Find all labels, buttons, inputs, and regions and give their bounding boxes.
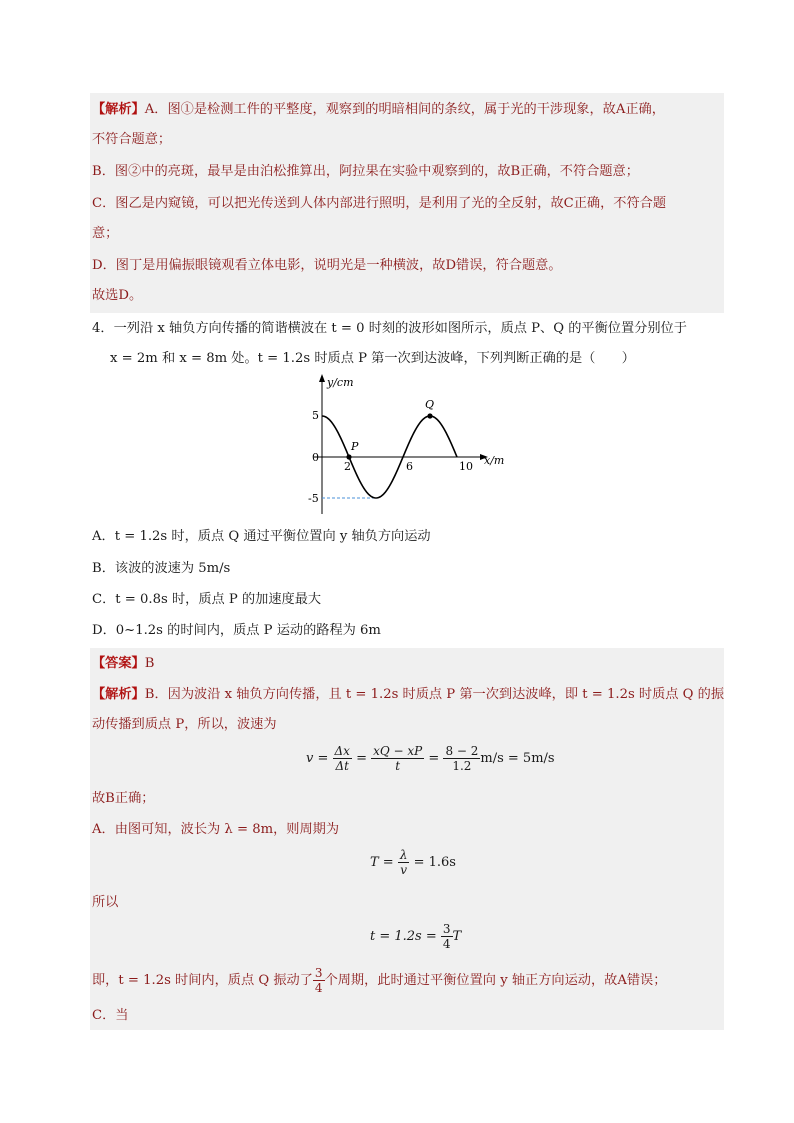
- analysis-line: 故B正确；: [92, 791, 155, 806]
- analysis-tag: 【解析】: [92, 687, 145, 702]
- eq-tail: m/s = 5m/s: [480, 751, 555, 766]
- analysis-line: C．当: [92, 1008, 129, 1023]
- option-c: C．t = 0.8s 时，质点 P 的加速度最大: [92, 592, 322, 607]
- answer-tag: 【答案】: [92, 656, 145, 671]
- analysis-line: 故选D。: [92, 288, 143, 303]
- analysis-line: B．因为波沿 x 轴负方向传播，且 t = 1.2s 时质点 P 第一次到达波峰，即 t = 1.2s 时质点 Q 的振: [144, 687, 725, 702]
- label-q: Q: [425, 398, 435, 411]
- eq-left: t = 1.2s =: [370, 929, 437, 944]
- analysis-tag: 【解析】: [92, 102, 145, 117]
- fraction: $\frac{8 - 2}{1.2}$: [445, 744, 479, 773]
- fraction: $\frac{\Delta x}{\Delta t}$: [334, 744, 350, 773]
- analysis-line: C．图乙是内窥镜，可以把光传送到人体内部进行照明，是利用了光的全反射，故C正确，不符合题: [92, 196, 667, 211]
- answer-value: B: [144, 656, 155, 671]
- analysis-line: 不符合题意；: [92, 132, 172, 147]
- fraction: $\frac{xQ - xP}{t}$: [373, 744, 423, 773]
- analysis-line: A．由图可知，波长为 λ = 8m，则周期为: [92, 822, 340, 837]
- y-axis-label: y/cm: [327, 376, 354, 389]
- analysis-line: 动传播到质点 P，所以，波速为: [92, 717, 277, 732]
- eq-tail: = 1.6s: [413, 855, 456, 870]
- y-tick-0: 0: [312, 451, 319, 464]
- label-p: P: [351, 440, 359, 453]
- fraction: $\frac{3}{4}$: [442, 922, 451, 951]
- y-arrow: [319, 374, 325, 382]
- analysis-line: A．图①是检测工件的平整度，观察到的明暗相间的条纹，属于光的干涉现象，故A正确，: [144, 102, 665, 117]
- y-tick-5: 5: [312, 409, 319, 422]
- question-stem: x = 2m 和 x = 8m 处。t = 1.2s 时质点 P 第一次到达波峰，下列判断正确的是（ ）: [110, 351, 635, 366]
- question-stem: 4．一列沿 x 轴负方向传播的简谐横波在 t = 0 时刻的波形如图所示，质点 P、Q 的平衡位置分别位于: [92, 321, 687, 336]
- fraction: $\frac{\lambda}{v}$: [399, 848, 408, 877]
- point-q: [427, 413, 432, 418]
- wave-figure: [300, 370, 540, 520]
- option-d: D．0~1.2s 的时间内，质点 P 运动的路程为 6m: [92, 623, 381, 638]
- option-b: B．该波的波速为 5m/s: [92, 561, 231, 576]
- fraction: $\frac{3}{4}$: [314, 966, 323, 995]
- eq-tail: T: [452, 929, 462, 944]
- equation-speed: v = $\frac{\Delta x}{\Delta t}$ = $\frac{xQ - xP}{t}$ = $\frac{8 - 2}{1.2}$ m/s = 5m/s: [306, 744, 555, 773]
- analysis-line: D．图丁是用偏振眼镜观看立体电影，说明光是一种横波，故D错误，符合题意。: [92, 258, 562, 273]
- x-tick-10: 10: [459, 460, 473, 473]
- equation-period: [370, 848, 456, 877]
- analysis-line: 所以: [92, 895, 119, 910]
- x-tick-2: 2: [344, 460, 351, 473]
- point-p: [346, 454, 351, 459]
- analysis-line: B．图②中的亮斑，最早是由泊松推算出，阿拉果在实验中观察到的，故B正确，不符合题意；: [92, 164, 639, 179]
- equation-time: [370, 922, 461, 951]
- x-tick-6: 6: [406, 460, 413, 473]
- analysis-line: 即，t = 1.2s 时间内，质点 Q 振动了 $\frac{3}{4}$ 个周期，此时通过平衡位置向 y 轴正方向运动，故A错误；: [92, 966, 667, 995]
- x-axis-label: x/m: [484, 454, 505, 467]
- analysis-line: 意；: [92, 226, 119, 241]
- eq-left: v =: [306, 751, 329, 766]
- y-tick-neg5: -5: [308, 492, 319, 505]
- eq-left: T =: [370, 855, 394, 870]
- option-a: A．t = 1.2s 时，质点 Q 通过平衡位置向 y 轴负方向运动: [92, 529, 431, 544]
